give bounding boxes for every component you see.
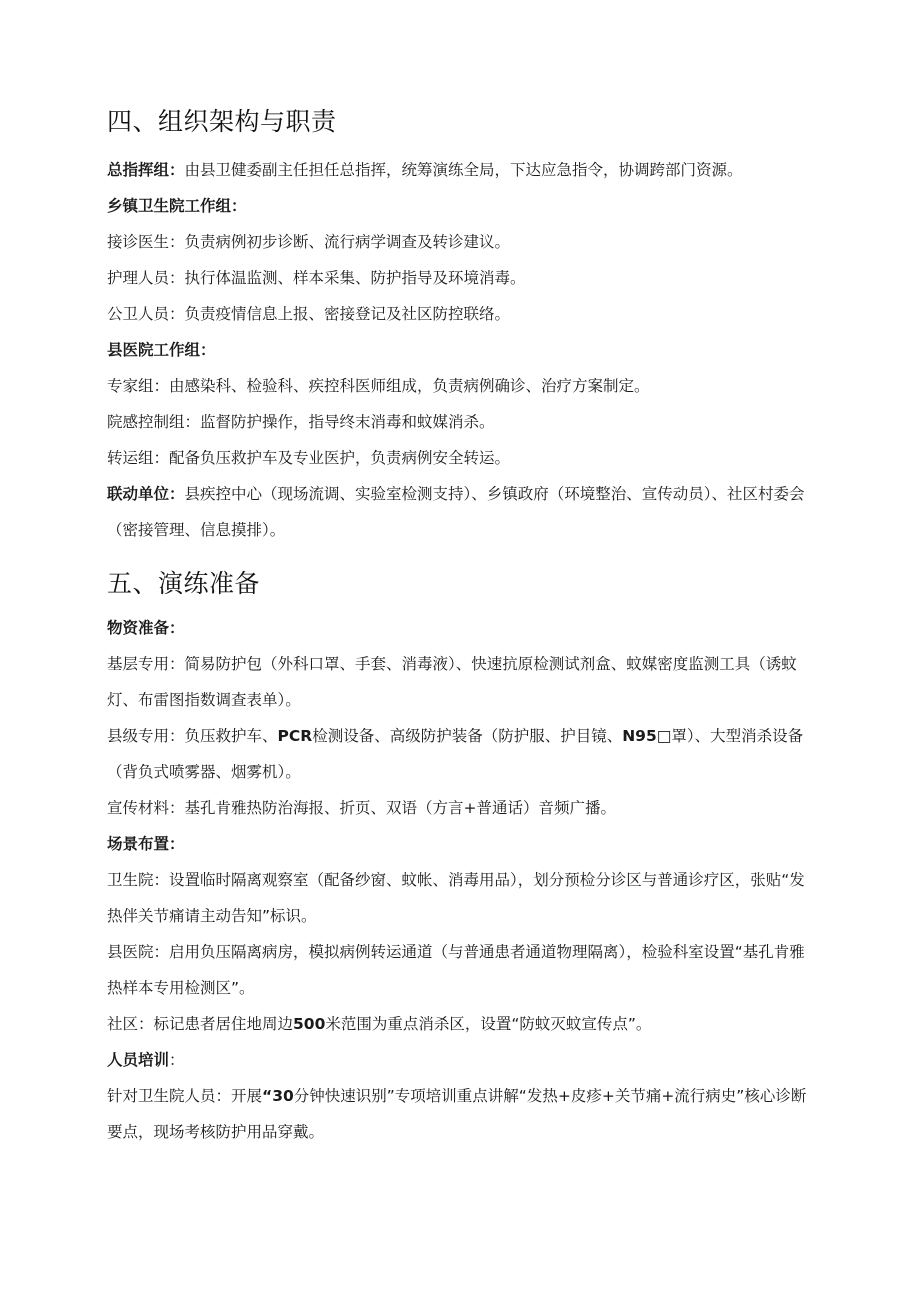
township-group-heading: 乡镇卫生院工作组： — [107, 197, 247, 215]
materials-basic: 基层专用：简易防护包（外科口罩、手套、消毒液）、快速抗原检测试剂盒、蚊媒密度监测工具（诱蚊灯、布雷图指数调查表单）。 — [107, 655, 797, 709]
county-item-transfer: 转运组：配备负压救护车及专业医护，负责病例安全转运。 — [107, 449, 511, 467]
scene-clinic: 卫生院：设置临时隔离观察室（配备纱窗、蚊帐、消毒用品），划分预检分诊区与普通诊疗区，张贴“发热伴关节痛请主动告知”标识。 — [107, 871, 805, 925]
township-item-doctor: 接诊医生：负责病例初步诊断、流行病学调查及转诊建议。 — [107, 233, 511, 251]
county-item-infection-control: 院感控制组：监督防护操作，指导终末消毒和蚊媒消杀。 — [107, 413, 495, 431]
command-group-paragraph — [107, 152, 820, 188]
command-group-label: 总指挥组： — [107, 161, 185, 179]
materials-county — [107, 718, 820, 790]
materials-county-text-1: 县级专用：负压救护车、 — [107, 727, 278, 745]
linkage-label: 联动单位： — [107, 485, 185, 503]
linkage-paragraph — [107, 476, 820, 548]
training-heading: 人员培训 — [107, 1051, 170, 1069]
scene-heading: 场景布置： — [107, 835, 185, 853]
materials-county-text-3: □罩）、大型消杀设备（背负式喷雾器、烟雾机）。 — [107, 727, 804, 781]
command-group-text: 由县卫健委副主任担任总指挥，统筹演练全局，下达应急指令，协调跨部门资源。 — [184, 161, 743, 179]
section-heading-org: 四、组织架构与职责 — [107, 107, 337, 136]
scene-community-text-2: 米范围为重点消杀区，设置“防蚊灭蚊宣传点”。 — [325, 1015, 652, 1033]
scene-community — [107, 1006, 820, 1042]
materials-publicity: 宣传材料：基孔肯雅热防治海报、折页、双语（方言+普通话）音频广播。 — [107, 799, 616, 817]
training-text-2: 分钟快速识别”专项培训重点讲解“发热+皮疹+关节痛+流行病史”核心诊断要点，现场考核防护用品穿戴。 — [107, 1087, 807, 1141]
scene-community-text-1: 社区：标记患者居住地周边 — [107, 1015, 294, 1033]
materials-county-text-2: 检测设备、高级防护装备（防护服、护目镜、 — [312, 727, 623, 745]
county-group-heading: 县医院工作组： — [107, 341, 216, 359]
training-heading-line — [107, 1042, 820, 1078]
section-heading-prep: 五、演练准备 — [107, 569, 261, 598]
scene-community-number: 500 — [293, 1015, 326, 1033]
scene-hospital: 县医院：启用负压隔离病房，模拟病例转运通道（与普通患者通道物理隔离），检验科室设置“基孔肯雅热样本专用检测区”。 — [107, 943, 805, 997]
training-heading-colon: ： — [169, 1051, 185, 1069]
materials-heading: 物资准备： — [107, 619, 185, 637]
linkage-text: 县疾控中心（现场流调、实验室检测支持）、乡镇政府（环境整治、宣传动员）、社区村委会（密接管理、信息摸排）。 — [107, 485, 805, 539]
training-text-1: 针对卫生院人员：开展 — [107, 1087, 263, 1105]
township-item-public-health: 公卫人员：负责疫情信息上报、密接登记及社区防控联络。 — [107, 305, 511, 323]
materials-county-pcr: PCR — [277, 727, 313, 745]
county-item-experts: 专家组：由感染科、检验科、疾控科医师组成，负责病例确诊、治疗方案制定。 — [107, 377, 650, 395]
training-text-bold: “30 — [262, 1087, 294, 1105]
training-paragraph — [107, 1078, 820, 1150]
materials-county-n95: N95 — [622, 727, 657, 745]
township-item-nurse: 护理人员：执行体温监测、样本采集、防护指导及环境消毒。 — [107, 269, 526, 287]
